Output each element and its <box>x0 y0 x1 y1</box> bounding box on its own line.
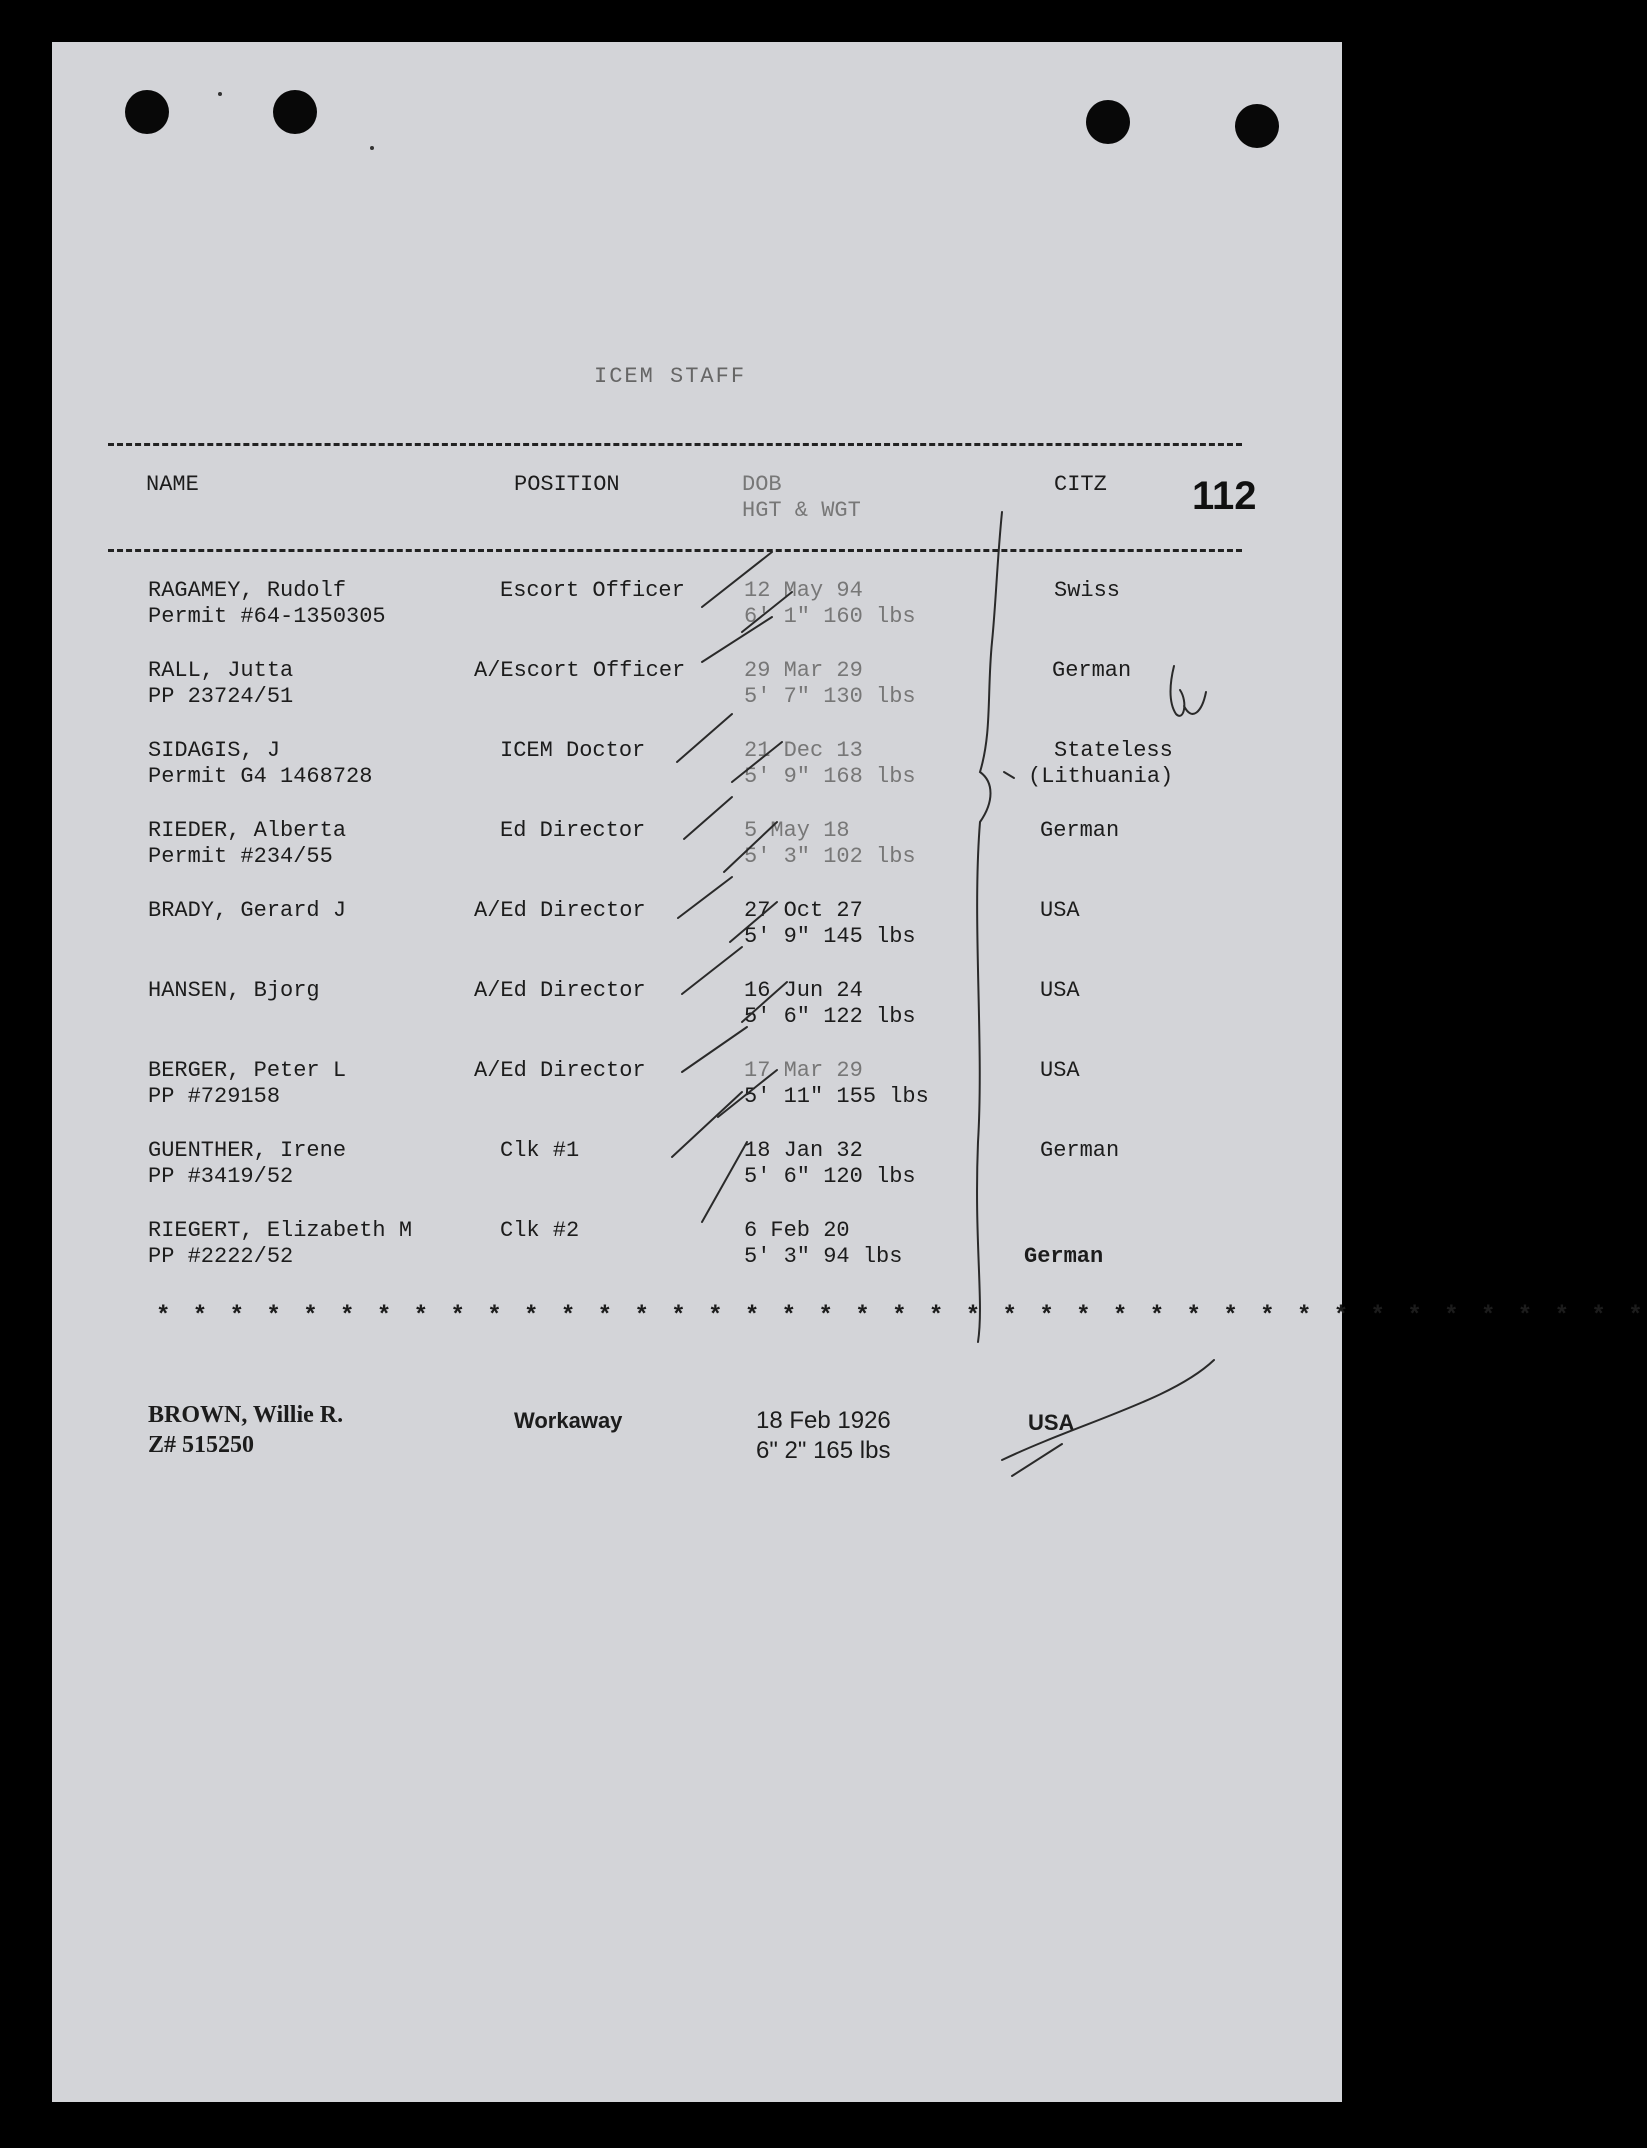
row-id: Permit #234/55 <box>148 844 333 869</box>
bracket-stroke <box>977 512 1002 1342</box>
row-citz: German <box>1040 1138 1120 1163</box>
extra-position: Workaway <box>514 1408 623 1433</box>
header-top-rule <box>108 443 1242 446</box>
row-citz: Swiss <box>1054 578 1121 603</box>
row-position: A/Ed Director <box>474 898 646 923</box>
check-stroke <box>702 1142 747 1222</box>
row-dob: 12 May 94 <box>744 578 863 603</box>
row-dob: 17 Mar 29 <box>744 1058 863 1083</box>
row-dob: 29 Mar 29 <box>744 658 863 683</box>
star-separator: * * * * * * * * * * * * * * * * * * * * * * * * * * * * * * * * * * * * * * * * * <box>156 1303 1647 1330</box>
row-position: Clk #1 <box>500 1138 580 1163</box>
row-citz-note: (Lithuania) <box>1028 764 1174 789</box>
page-number: 112 <box>1192 474 1257 518</box>
row-id: Permit #64-1350305 <box>148 604 386 629</box>
row-id: PP #2222/52 <box>148 1244 294 1269</box>
check-stroke <box>678 877 732 918</box>
row-position: ICEM Doctor <box>500 738 646 763</box>
extra-hgt-wgt: 6" 2" 165 lbs <box>756 1437 891 1464</box>
row-hgt-wgt: 5' 6" 122 lbs <box>744 1004 916 1029</box>
strike-through <box>1012 1444 1062 1476</box>
row-name: BRADY, Gerard J <box>148 898 347 923</box>
row-name: SIDAGIS, J <box>148 738 281 763</box>
row-dob: 21 Dec 13 <box>744 738 863 763</box>
row-id: PP 23724/51 <box>148 684 294 709</box>
row-position: Ed Director <box>500 818 646 843</box>
initial-mark <box>1171 666 1207 716</box>
row-citz: German <box>1052 658 1132 683</box>
row-hgt-wgt: 5' 3" 94 lbs <box>744 1244 903 1269</box>
punch-hole-right-2 <box>1235 104 1279 148</box>
header-citz: CITZ <box>1054 472 1107 497</box>
extra-id: Z# 515250 <box>148 1432 255 1458</box>
row-dob: 5 May 18 <box>744 818 850 843</box>
row-name: RIEDER, Alberta <box>148 818 347 843</box>
speck <box>218 92 222 96</box>
row-dob: 6 Feb 20 <box>744 1218 850 1243</box>
row-position: A/Ed Director <box>474 978 646 1003</box>
check-stroke <box>677 714 732 762</box>
row-dob: 18 Jan 32 <box>744 1138 863 1163</box>
extra-name: BROWN, Willie R. <box>148 1402 344 1428</box>
row-name: BERGER, Peter L <box>148 1058 347 1083</box>
row-hgt-wgt: 5' 11" 155 lbs <box>744 1084 929 1109</box>
page-title: ICEM STAFF <box>594 364 747 389</box>
row-position: Escort Officer <box>500 578 685 603</box>
row-hgt-wgt: 5' 7" 130 lbs <box>744 684 916 709</box>
row-citz: USA <box>1040 1058 1080 1083</box>
row-citz: USA <box>1040 898 1080 923</box>
check-stroke <box>682 947 742 994</box>
row-dob: 16 Jun 24 <box>744 978 863 1003</box>
speck <box>370 146 374 150</box>
bracket-tick <box>1004 772 1014 778</box>
row-hgt-wgt: 5' 6" 120 lbs <box>744 1164 916 1189</box>
row-position: A/Ed Director <box>474 1058 646 1083</box>
row-hgt-wgt: 5' 9" 145 lbs <box>744 924 916 949</box>
row-hgt-wgt: 5' 9" 168 lbs <box>744 764 916 789</box>
row-position: Clk #2 <box>500 1218 580 1243</box>
header-bottom-rule <box>108 549 1242 552</box>
extra-citz: USA <box>1028 1410 1075 1435</box>
row-name: RALL, Jutta <box>148 658 294 683</box>
check-stroke <box>672 1092 742 1157</box>
header-name: NAME <box>146 472 199 497</box>
row-dob: 27 Oct 27 <box>744 898 863 923</box>
check-stroke <box>684 797 732 839</box>
row-id: Permit G4 1468728 <box>148 764 373 789</box>
row-citz: German <box>1040 818 1120 843</box>
header-hgt-wgt: HGT & WGT <box>742 498 861 523</box>
punch-hole-left-2 <box>273 90 317 134</box>
row-hgt-wgt: 5' 3" 102 lbs <box>744 844 916 869</box>
header-position: POSITION <box>514 472 620 497</box>
row-id: PP #3419/52 <box>148 1164 294 1189</box>
row-citz: Stateless <box>1054 738 1173 763</box>
row-hgt-wgt: 6' 1" 160 lbs <box>744 604 916 629</box>
row-position: A/Escort Officer <box>474 658 686 683</box>
row-name: RAGAMEY, Rudolf <box>148 578 347 603</box>
header-dob: DOB <box>742 472 782 497</box>
row-citz: USA <box>1040 978 1080 1003</box>
punch-hole-right-1 <box>1086 100 1130 144</box>
check-stroke <box>682 1027 747 1072</box>
extra-dob: 18 Feb 1926 <box>756 1407 891 1434</box>
row-name: HANSEN, Bjorg <box>148 978 320 1003</box>
document-page <box>52 42 1647 2102</box>
row-name: GUENTHER, Irene <box>148 1138 347 1163</box>
row-id: PP #729158 <box>148 1084 281 1109</box>
punch-hole-left-1 <box>125 90 169 134</box>
row-citz: German <box>1024 1244 1104 1269</box>
row-name: RIEGERT, Elizabeth M <box>148 1218 413 1243</box>
